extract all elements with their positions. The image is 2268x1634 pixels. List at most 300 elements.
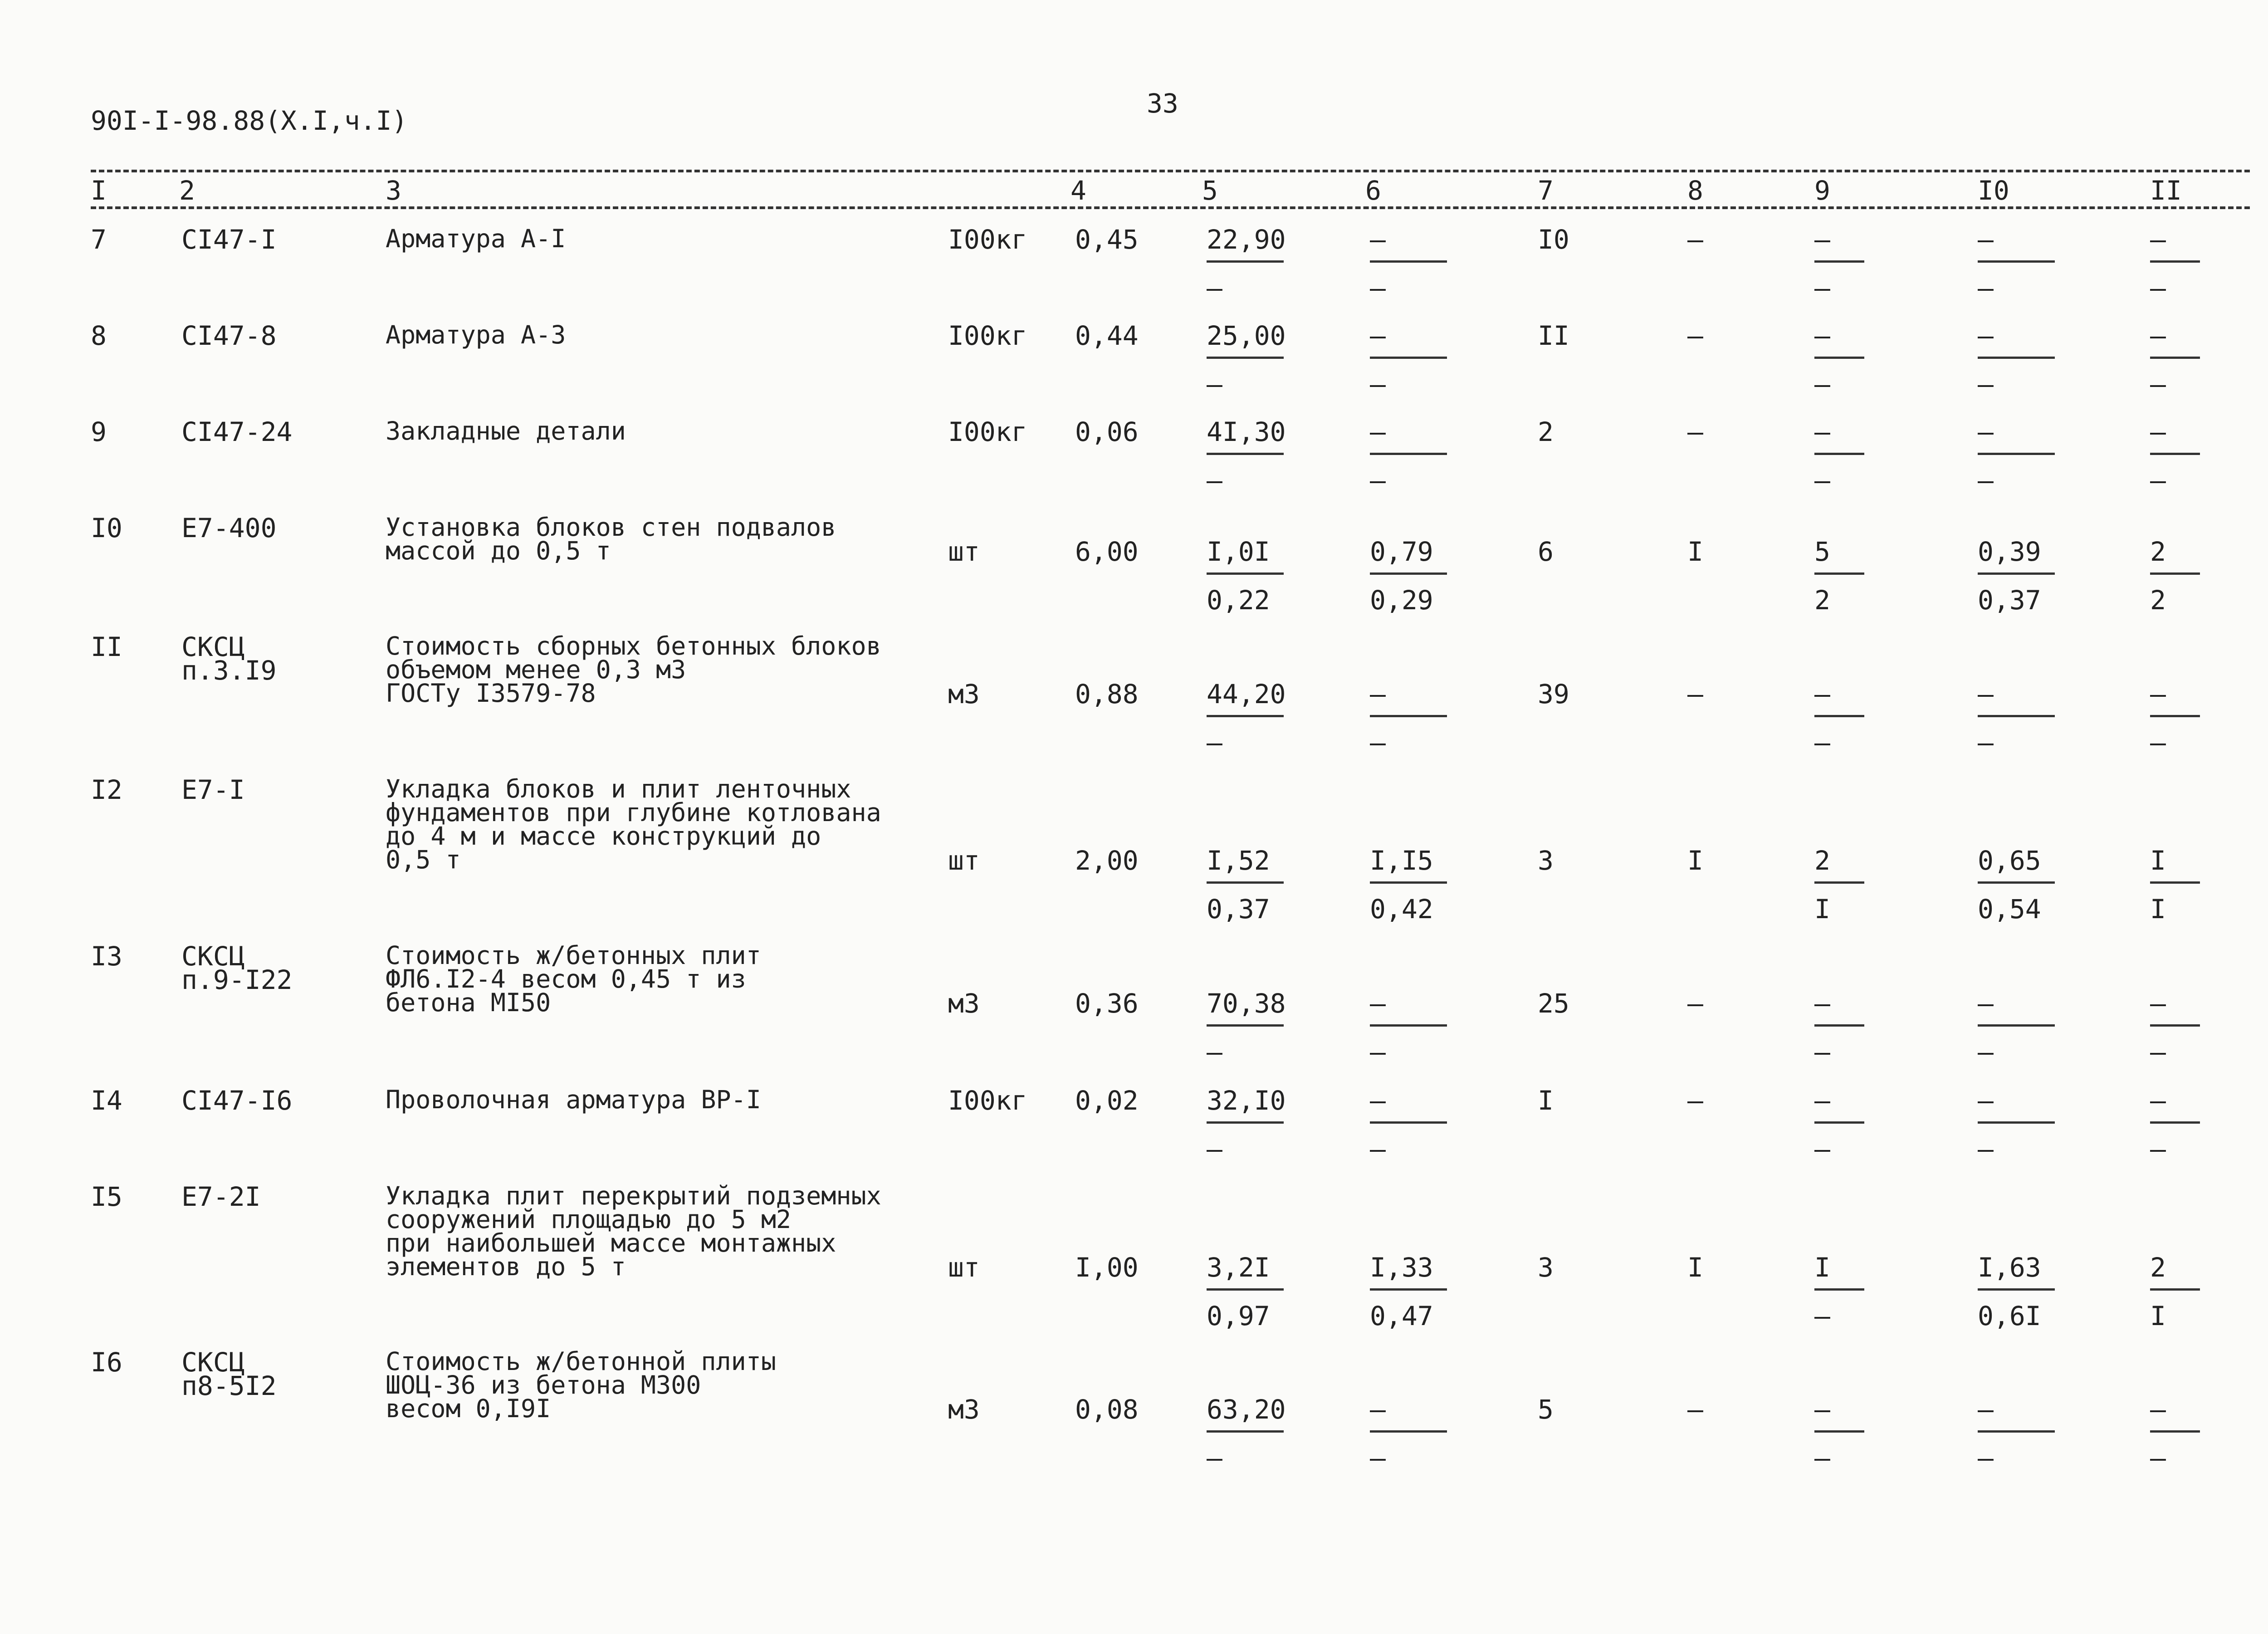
- row-7-unit: м3: [948, 988, 980, 1019]
- row-1-col8: –: [1687, 224, 1703, 255]
- row-4-col11-denominator: 2: [2150, 585, 2166, 616]
- row-6-col9-denominator: I: [1814, 894, 1830, 925]
- row-5-col5-fraction-bar: [1207, 715, 1284, 717]
- row-6-code-line: Е7-I: [181, 774, 245, 805]
- row-7-col11-fraction-bar: [2150, 1024, 2200, 1027]
- row-10-col10-denominator: –: [1978, 1443, 1994, 1473]
- row-9-col10-numerator: I,63: [1978, 1252, 2041, 1283]
- row-3-col5-numerator: 4I,30: [1207, 416, 1286, 447]
- row-10-quantity: 0,08: [1075, 1394, 1139, 1425]
- row-9-quantity: I,00: [1075, 1252, 1139, 1283]
- row-1-col11-fraction-bar: [2150, 260, 2200, 263]
- row-9-col5-numerator: 3,2I: [1207, 1252, 1270, 1283]
- row-7-col7: 25: [1538, 988, 1569, 1019]
- row-6-col6-fraction-bar: [1370, 881, 1447, 884]
- row-4-col9-numerator: 5: [1814, 536, 1830, 567]
- row-9-col5-fraction-bar: [1207, 1288, 1284, 1291]
- row-3-quantity: 0,06: [1075, 416, 1139, 447]
- row-1-col5-fraction-bar: [1207, 260, 1284, 263]
- row-7-code-line: СКСЦ: [181, 941, 245, 972]
- row-4-number: I0: [91, 513, 122, 543]
- row-9-description-line: при наибольшей массе монтажных: [386, 1228, 836, 1257]
- row-5-col6-fraction-bar: [1370, 715, 1447, 717]
- row-10-col11-fraction-bar: [2150, 1430, 2200, 1433]
- row-4-col6-numerator: 0,79: [1370, 536, 1433, 567]
- row-9-unit: шт: [948, 1252, 980, 1283]
- row-5-description-line: Стоимость сборных бетонных блоков: [386, 631, 881, 660]
- row-5-col6-numerator: –: [1370, 679, 1386, 709]
- row-4-col5: [1207, 536, 1284, 616]
- row-5-col5: [1207, 679, 1286, 758]
- row-5-col11-numerator: –: [2150, 679, 2166, 709]
- row-6-col5-denominator: 0,37: [1207, 894, 1270, 925]
- row-10-description-line: ШОЦ-36 из бетона М300: [386, 1370, 701, 1399]
- row-8-col11: [2150, 1085, 2200, 1164]
- column-header-6: 6: [1365, 175, 1381, 206]
- row-6-col6-numerator: I,I5: [1370, 845, 1433, 876]
- row-5-col8: –: [1687, 679, 1703, 709]
- row-1-col10-denominator: –: [1978, 273, 1994, 303]
- page-number: 33: [1147, 88, 1178, 119]
- row-2-col11: [2150, 320, 2200, 400]
- row-3-code-line: СI47-24: [181, 416, 293, 447]
- row-4-col9-denominator: 2: [1814, 585, 1830, 616]
- row-8-unit: I00кг: [948, 1085, 1027, 1116]
- row-1-col11-numerator: –: [2150, 224, 2166, 255]
- column-header-4: 4: [1070, 175, 1086, 206]
- row-7-quantity: 0,36: [1075, 988, 1139, 1019]
- row-1-quantity: 0,45: [1075, 224, 1139, 255]
- row-2-col6-denominator: –: [1370, 369, 1386, 400]
- row-5-unit: м3: [948, 679, 980, 709]
- row-10-col7: 5: [1538, 1394, 1554, 1425]
- row-7-col9-numerator: –: [1814, 988, 1830, 1019]
- row-8-col8: –: [1687, 1085, 1703, 1116]
- row-3-col7: 2: [1538, 416, 1554, 447]
- row-3-col9-denominator: –: [1814, 465, 1830, 496]
- row-7-col10-fraction-bar: [1978, 1024, 2055, 1027]
- row-5-col7: 39: [1538, 679, 1569, 709]
- row-7-description-line: бетона МI50: [386, 988, 551, 1017]
- row-10-number: I6: [91, 1347, 122, 1378]
- row-9-number: I5: [91, 1181, 122, 1212]
- row-5-col9-numerator: –: [1814, 679, 1830, 709]
- row-8-col11-fraction-bar: [2150, 1121, 2200, 1124]
- row-1-col9-fraction-bar: [1814, 260, 1864, 263]
- row-5-code-line: СКСЦ: [181, 631, 245, 662]
- row-9-col6: [1370, 1252, 1447, 1331]
- row-9-col5-denominator: 0,97: [1207, 1301, 1270, 1331]
- row-4-col10-denominator: 0,37: [1978, 585, 2041, 616]
- row-7-col11-numerator: –: [2150, 988, 2166, 1019]
- header-top-rule: [91, 170, 2250, 172]
- row-8-description-line: Проволочная арматура ВР-I: [386, 1085, 761, 1114]
- row-7-col6-numerator: –: [1370, 988, 1386, 1019]
- row-4-col11-numerator: 2: [2150, 536, 2166, 567]
- row-6-col9: [1814, 845, 1864, 925]
- row-7-col5-fraction-bar: [1207, 1024, 1284, 1027]
- row-9-col9: [1814, 1252, 1864, 1331]
- row-2-col10: [1978, 320, 2055, 400]
- row-6-col9-fraction-bar: [1814, 881, 1864, 884]
- row-6-quantity: 2,00: [1075, 845, 1139, 876]
- row-7-col9: [1814, 988, 1864, 1067]
- row-3-col11-denominator: –: [2150, 465, 2166, 496]
- row-10-col9: [1814, 1394, 1864, 1473]
- row-8-col9-denominator: –: [1814, 1134, 1830, 1164]
- row-10-col5: [1207, 1394, 1286, 1473]
- row-5-description-line: ГОСТу I3579-78: [386, 679, 596, 708]
- row-1-col11-denominator: –: [2150, 273, 2166, 303]
- row-5-description-line: объемом менее 0,3 м3: [386, 655, 686, 684]
- row-5-col5-numerator: 44,20: [1207, 679, 1286, 709]
- row-5-col10-numerator: –: [1978, 679, 1994, 709]
- row-2-code-line: СI47-8: [181, 320, 277, 351]
- row-10-description-line: весом 0,I9I: [386, 1394, 551, 1423]
- row-1-col10-numerator: –: [1978, 224, 1994, 255]
- row-9-description-line: Укладка плит перекрытий подземных: [386, 1181, 881, 1210]
- row-1-col5-denominator: –: [1207, 273, 1222, 303]
- row-2-col6-fraction-bar: [1370, 357, 1447, 359]
- row-3-col10-numerator: –: [1978, 416, 1994, 447]
- header-bottom-rule: [91, 206, 2250, 209]
- row-3-col11: [2150, 416, 2200, 496]
- row-4-col11-fraction-bar: [2150, 572, 2200, 575]
- row-1-col7: I0: [1538, 224, 1569, 255]
- row-4-col10-fraction-bar: [1978, 572, 2055, 575]
- column-header-8: 8: [1687, 175, 1703, 206]
- row-3-col9: [1814, 416, 1864, 496]
- row-5-col6: [1370, 679, 1447, 758]
- row-8-col5-numerator: 32,I0: [1207, 1085, 1286, 1116]
- row-7-col6-denominator: –: [1370, 1037, 1386, 1067]
- column-header-11: II: [2150, 175, 2182, 206]
- row-4-unit: шт: [948, 536, 980, 567]
- row-7-col11-denominator: –: [2150, 1037, 2166, 1067]
- row-6-unit: шт: [948, 845, 980, 876]
- row-9-col7: 3: [1538, 1252, 1554, 1283]
- row-2-col9-fraction-bar: [1814, 357, 1864, 359]
- row-9-col10-denominator: 0,6I: [1978, 1301, 2041, 1331]
- row-10-col9-numerator: –: [1814, 1394, 1830, 1425]
- row-4-description-line: массой до 0,5 т: [386, 536, 611, 565]
- row-3-col5-denominator: –: [1207, 465, 1222, 496]
- row-6-col11: [2150, 845, 2200, 925]
- row-2-col6-numerator: –: [1370, 320, 1386, 351]
- row-6-col7: 3: [1538, 845, 1554, 876]
- row-7-col11: [2150, 988, 2200, 1067]
- row-10-description-line: Стоимость ж/бетонной плиты: [386, 1347, 776, 1376]
- row-6-number: I2: [91, 774, 122, 805]
- row-5-col9: [1814, 679, 1864, 758]
- row-2-col5-numerator: 25,00: [1207, 320, 1286, 351]
- row-9-description-line: сооружений площадью до 5 м2: [386, 1205, 792, 1234]
- row-2-number: 8: [91, 320, 107, 351]
- row-8-col10-denominator: –: [1978, 1134, 1994, 1164]
- row-6-col10: [1978, 845, 2055, 925]
- row-2-col11-numerator: –: [2150, 320, 2166, 351]
- column-header-1: I: [91, 175, 107, 206]
- row-2-col10-denominator: –: [1978, 369, 1994, 400]
- row-2-unit: I00кг: [948, 320, 1027, 351]
- row-3-col8: –: [1687, 416, 1703, 447]
- row-7-col9-denominator: –: [1814, 1037, 1830, 1067]
- row-9-col6-numerator: I,33: [1370, 1252, 1433, 1283]
- row-3-col10: [1978, 416, 2055, 496]
- row-4-col8: I: [1687, 536, 1703, 567]
- row-7-col6: [1370, 988, 1447, 1067]
- row-6-col5-fraction-bar: [1207, 881, 1284, 884]
- row-2-col11-fraction-bar: [2150, 357, 2200, 359]
- row-5-number: II: [91, 631, 122, 662]
- row-2-col7: II: [1538, 320, 1569, 351]
- row-2-col9-denominator: –: [1814, 369, 1830, 400]
- row-4-col10-numerator: 0,39: [1978, 536, 2041, 567]
- row-9-col9-denominator: –: [1814, 1301, 1830, 1331]
- row-7-col9-fraction-bar: [1814, 1024, 1864, 1027]
- row-8-col10: [1978, 1085, 2055, 1164]
- row-2-col9: [1814, 320, 1864, 400]
- row-6-col11-numerator: I: [2150, 845, 2166, 876]
- row-8-quantity: 0,02: [1075, 1085, 1139, 1116]
- row-4-col6-fraction-bar: [1370, 572, 1447, 575]
- row-8-col5: [1207, 1085, 1286, 1164]
- column-header-10: I0: [1978, 175, 2009, 206]
- row-9-col10: [1978, 1252, 2055, 1331]
- row-1-number: 7: [91, 224, 107, 255]
- row-3-col10-denominator: –: [1978, 465, 1994, 496]
- row-2-description-line: Арматура А-3: [386, 320, 566, 349]
- row-5-col10-denominator: –: [1978, 727, 1994, 758]
- row-9-col5: [1207, 1252, 1284, 1331]
- row-4-col6: [1370, 536, 1447, 616]
- row-5-quantity: 0,88: [1075, 679, 1139, 709]
- row-1-col9: [1814, 224, 1864, 303]
- row-2-col11-denominator: –: [2150, 369, 2166, 400]
- row-6-col10-denominator: 0,54: [1978, 894, 2041, 925]
- row-8-col6-numerator: –: [1370, 1085, 1386, 1116]
- row-8-col6: [1370, 1085, 1447, 1164]
- row-6-col9-numerator: 2: [1814, 845, 1830, 876]
- document-code: 90I-I-98.88(Х.I,ч.I): [91, 105, 408, 136]
- row-6-col6: [1370, 845, 1447, 925]
- row-4-col9: [1814, 536, 1864, 616]
- row-8-col9-fraction-bar: [1814, 1121, 1864, 1124]
- row-1-col6-numerator: –: [1370, 224, 1386, 255]
- row-1-col6-denominator: –: [1370, 273, 1386, 303]
- row-1-description-line: Арматура А-I: [386, 224, 566, 253]
- row-3-description-line: Закладные детали: [386, 416, 626, 445]
- row-2-col8: –: [1687, 320, 1703, 351]
- row-4-quantity: 6,00: [1075, 536, 1139, 567]
- row-6-description-line: 0,5 т: [386, 845, 461, 874]
- row-4-col11: [2150, 536, 2200, 616]
- row-2-col5-fraction-bar: [1207, 357, 1284, 359]
- row-3-col11-numerator: –: [2150, 416, 2166, 447]
- row-8-code-line: СI47-I6: [181, 1085, 293, 1116]
- row-1-col9-denominator: –: [1814, 273, 1830, 303]
- row-5-col5-denominator: –: [1207, 727, 1222, 758]
- row-8-number: I4: [91, 1085, 122, 1116]
- row-9-col8: I: [1687, 1252, 1703, 1283]
- row-5-col10-fraction-bar: [1978, 715, 2055, 717]
- row-8-col5-fraction-bar: [1207, 1121, 1284, 1124]
- row-5-col9-fraction-bar: [1814, 715, 1864, 717]
- row-1-col9-numerator: –: [1814, 224, 1830, 255]
- row-9-col11-denominator: I: [2150, 1301, 2166, 1331]
- row-10-col10: [1978, 1394, 2055, 1473]
- row-7-col6-fraction-bar: [1370, 1024, 1447, 1027]
- row-4-col5-fraction-bar: [1207, 572, 1284, 575]
- column-header-7: 7: [1538, 175, 1554, 206]
- row-10-col10-fraction-bar: [1978, 1430, 2055, 1433]
- row-1-col6-fraction-bar: [1370, 260, 1447, 263]
- row-7-col5-numerator: 70,38: [1207, 988, 1286, 1019]
- row-5-col9-denominator: –: [1814, 727, 1830, 758]
- row-9-col9-numerator: I: [1814, 1252, 1830, 1283]
- row-9-col9-fraction-bar: [1814, 1288, 1864, 1291]
- row-9-col11: [2150, 1252, 2200, 1331]
- row-3-col9-numerator: –: [1814, 416, 1830, 447]
- row-10-col6-fraction-bar: [1370, 1430, 1447, 1433]
- row-9-col6-fraction-bar: [1370, 1288, 1447, 1291]
- row-3-col10-fraction-bar: [1978, 453, 2055, 455]
- row-7-col5-denominator: –: [1207, 1037, 1222, 1067]
- row-3-col6-fraction-bar: [1370, 453, 1447, 455]
- row-4-col5-numerator: I,0I: [1207, 536, 1270, 567]
- row-1-col6: [1370, 224, 1447, 303]
- row-7-col5: [1207, 988, 1286, 1067]
- row-3-col5: [1207, 416, 1286, 496]
- row-3-col6-denominator: –: [1370, 465, 1386, 496]
- row-5-col6-denominator: –: [1370, 727, 1386, 758]
- row-1-col10: [1978, 224, 2055, 303]
- row-7-description-line: ФЛ6.I2-4 весом 0,45 т из: [386, 964, 746, 993]
- row-10-col5-fraction-bar: [1207, 1430, 1284, 1433]
- row-7-description-line: Стоимость ж/бетонных плит: [386, 941, 761, 970]
- row-7-col8: –: [1687, 988, 1703, 1019]
- row-8-col5-denominator: –: [1207, 1134, 1222, 1164]
- row-5-col11: [2150, 679, 2200, 758]
- row-8-col10-fraction-bar: [1978, 1121, 2055, 1124]
- row-1-unit: I00кг: [948, 224, 1027, 255]
- row-7-number: I3: [91, 941, 122, 972]
- row-9-col10-fraction-bar: [1978, 1288, 2055, 1291]
- row-3-col5-fraction-bar: [1207, 453, 1284, 455]
- column-header-2: 2: [179, 175, 195, 206]
- row-9-col11-fraction-bar: [2150, 1288, 2200, 1291]
- row-10-col11: [2150, 1394, 2200, 1473]
- row-5-col11-denominator: –: [2150, 727, 2166, 758]
- row-2-col9-numerator: –: [1814, 320, 1830, 351]
- row-7-col10-numerator: –: [1978, 988, 1994, 1019]
- row-1-col10-fraction-bar: [1978, 260, 2055, 263]
- row-6-col11-fraction-bar: [2150, 881, 2200, 884]
- row-8-col10-numerator: –: [1978, 1085, 1994, 1116]
- row-6-description-line: до 4 м и массе конструкций до: [386, 822, 821, 851]
- row-3-col6-numerator: –: [1370, 416, 1386, 447]
- column-header-5: 5: [1202, 175, 1218, 206]
- row-2-col10-fraction-bar: [1978, 357, 2055, 359]
- row-10-col9-denominator: –: [1814, 1443, 1830, 1473]
- row-3-col11-fraction-bar: [2150, 453, 2200, 455]
- row-9-code-line: Е7-2I: [181, 1181, 261, 1212]
- row-8-col9: [1814, 1085, 1864, 1164]
- row-2-col6: [1370, 320, 1447, 400]
- row-6-col10-fraction-bar: [1978, 881, 2055, 884]
- row-6-col5-numerator: I,52: [1207, 845, 1270, 876]
- row-6-description-line: фундаментов при глубине котлована: [386, 798, 881, 827]
- row-5-col11-fraction-bar: [2150, 715, 2200, 717]
- row-4-col10: [1978, 536, 2055, 616]
- row-4-col9-fraction-bar: [1814, 572, 1864, 575]
- row-4-description-line: Установка блоков стен подвалов: [386, 513, 836, 542]
- row-6-col10-numerator: 0,65: [1978, 845, 2041, 876]
- row-9-col6-denominator: 0,47: [1370, 1301, 1433, 1331]
- row-6-col6-denominator: 0,42: [1370, 894, 1433, 925]
- row-1-code-line: СI47-I: [181, 224, 277, 255]
- row-8-col7: I: [1538, 1085, 1554, 1116]
- row-8-col6-denominator: –: [1370, 1134, 1386, 1164]
- row-8-col9-numerator: –: [1814, 1085, 1830, 1116]
- row-2-col10-numerator: –: [1978, 320, 1994, 351]
- row-10-code-line: СКСЦ: [181, 1347, 245, 1378]
- row-2-quantity: 0,44: [1075, 320, 1139, 351]
- row-4-code-line: Е7-400: [181, 513, 277, 543]
- row-6-col8: I: [1687, 845, 1703, 876]
- row-6-description-line: Укладка блоков и плит ленточных: [386, 774, 851, 803]
- row-10-unit: м3: [948, 1394, 980, 1425]
- row-6-col11-denominator: I: [2150, 894, 2166, 925]
- row-3-col6: [1370, 416, 1447, 496]
- row-8-col11-numerator: –: [2150, 1085, 2166, 1116]
- column-header-3: 3: [386, 175, 401, 206]
- row-7-col10: [1978, 988, 2055, 1067]
- row-2-col5-denominator: –: [1207, 369, 1222, 400]
- row-10-col6: [1370, 1394, 1447, 1473]
- row-6-col5: [1207, 845, 1284, 925]
- row-8-col6-fraction-bar: [1370, 1121, 1447, 1124]
- row-2-col5: [1207, 320, 1286, 400]
- row-10-col5-numerator: 63,20: [1207, 1394, 1286, 1425]
- row-8-col11-denominator: –: [2150, 1134, 2166, 1164]
- column-header-9: 9: [1814, 175, 1830, 206]
- row-10-col10-numerator: –: [1978, 1394, 1994, 1425]
- row-4-col6-denominator: 0,29: [1370, 585, 1433, 616]
- row-5-col10: [1978, 679, 2055, 758]
- row-3-number: 9: [91, 416, 107, 447]
- row-3-col9-fraction-bar: [1814, 453, 1864, 455]
- row-10-col8: –: [1687, 1394, 1703, 1425]
- row-7-col10-denominator: –: [1978, 1037, 1994, 1067]
- row-10-col11-numerator: –: [2150, 1394, 2166, 1425]
- row-10-col9-fraction-bar: [1814, 1430, 1864, 1433]
- row-9-col11-numerator: 2: [2150, 1252, 2166, 1283]
- row-10-col6-numerator: –: [1370, 1394, 1386, 1425]
- row-5-code-line: п.3.I9: [181, 655, 277, 686]
- row-1-col11: [2150, 224, 2200, 303]
- row-1-col5-numerator: 22,90: [1207, 224, 1286, 255]
- row-10-col11-denominator: –: [2150, 1443, 2166, 1473]
- row-10-col6-denominator: –: [1370, 1443, 1386, 1473]
- row-1-col5: [1207, 224, 1286, 303]
- row-4-col7: 6: [1538, 536, 1554, 567]
- row-7-code-line: п.9-I22: [181, 964, 293, 995]
- row-10-col5-denominator: –: [1207, 1443, 1222, 1473]
- row-4-col5-denominator: 0,22: [1207, 585, 1270, 616]
- row-10-code-line: п8-5I2: [181, 1370, 277, 1401]
- row-3-unit: I00кг: [948, 416, 1027, 447]
